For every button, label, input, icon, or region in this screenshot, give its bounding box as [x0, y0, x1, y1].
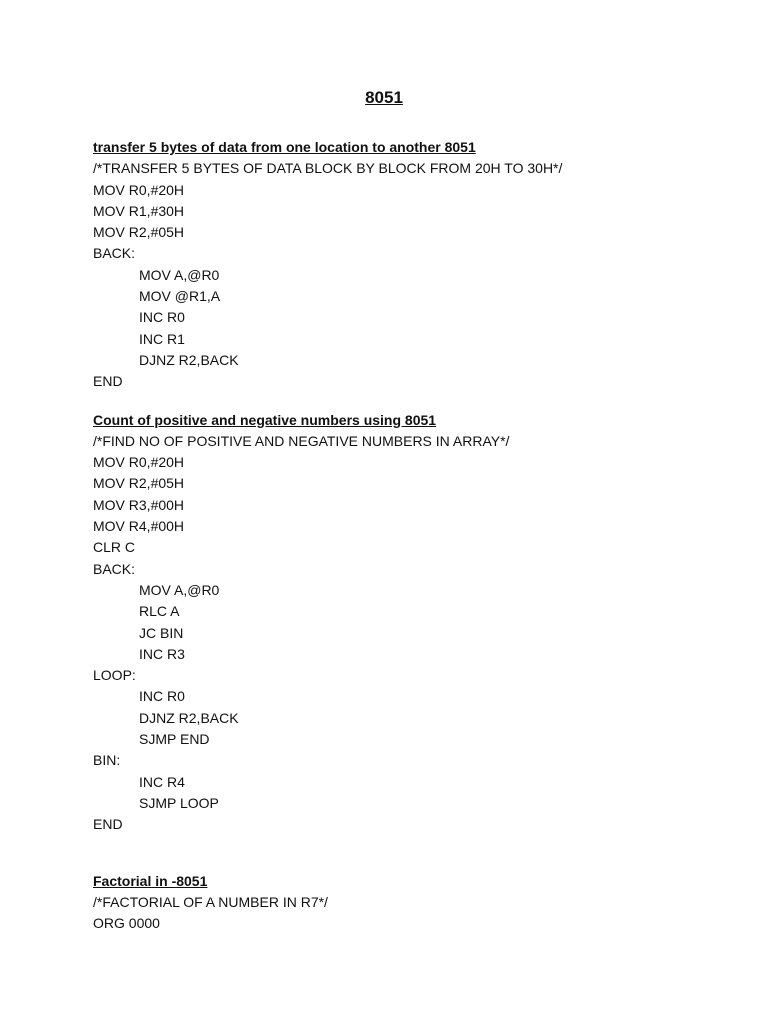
code-line: RLC A	[139, 603, 180, 620]
code-line: INC R4	[139, 773, 185, 790]
code-line: MOV R4,#00H	[93, 518, 185, 535]
code-line: MOV R2,#05H	[93, 224, 185, 241]
code-line: MOV R0,#20H	[93, 181, 185, 198]
code-line: END	[93, 816, 123, 833]
code-line: MOV R2,#05H	[93, 475, 185, 492]
code-label: LOOP:	[93, 667, 136, 684]
code-line: END	[93, 373, 123, 390]
code-line: CLR C	[93, 539, 136, 556]
code-comment: /*FIND NO OF POSITIVE AND NEGATIVE NUMBERS IN ARRAY*/	[93, 432, 510, 449]
code-line: ORG 0000	[93, 915, 160, 932]
section-factorial	[93, 871, 733, 935]
code-label: BACK:	[93, 245, 136, 262]
section-data-transfer	[93, 137, 733, 393]
code-line: INC R3	[139, 645, 185, 662]
code-line: MOV @R1,A	[139, 288, 221, 305]
document-body	[93, 137, 733, 934]
code-comment: /*TRANSFER 5 BYTES OF DATA BLOCK BY BLOCK FROM 20H TO 30H*/	[93, 160, 563, 177]
code-line: JC BIN	[139, 624, 184, 641]
section-heading: transfer 5 bytes of data from one location to another 8051	[93, 139, 476, 155]
code-comment: /*FACTORIAL OF A NUMBER IN R7*/	[93, 893, 328, 910]
code-line: INC R0	[139, 309, 185, 326]
section-heading: Factorial in -8051	[93, 872, 208, 889]
code-line: INC R0	[139, 688, 185, 705]
document-title: 8051	[365, 88, 403, 107]
code-line: MOV R0,#20H	[93, 454, 185, 471]
code-line: MOV A,@R0	[139, 266, 220, 283]
section-count-positive-negative	[93, 410, 733, 836]
code-label: BACK:	[93, 560, 136, 577]
code-line: INC R1	[139, 330, 185, 347]
code-line: SJMP END	[139, 731, 210, 748]
code-line: MOV R3,#00H	[93, 496, 185, 513]
section-heading: Count of positive and negative numbers using 8051	[93, 411, 437, 428]
code-label: BIN:	[93, 752, 121, 769]
code-line: DJNZ R2,BACK	[139, 709, 239, 726]
code-line: DJNZ R2,BACK	[139, 351, 239, 368]
code-line: MOV R1,#30H	[93, 202, 185, 219]
code-line: SJMP LOOP	[139, 794, 219, 811]
code-line: MOV A,@R0	[139, 581, 220, 598]
